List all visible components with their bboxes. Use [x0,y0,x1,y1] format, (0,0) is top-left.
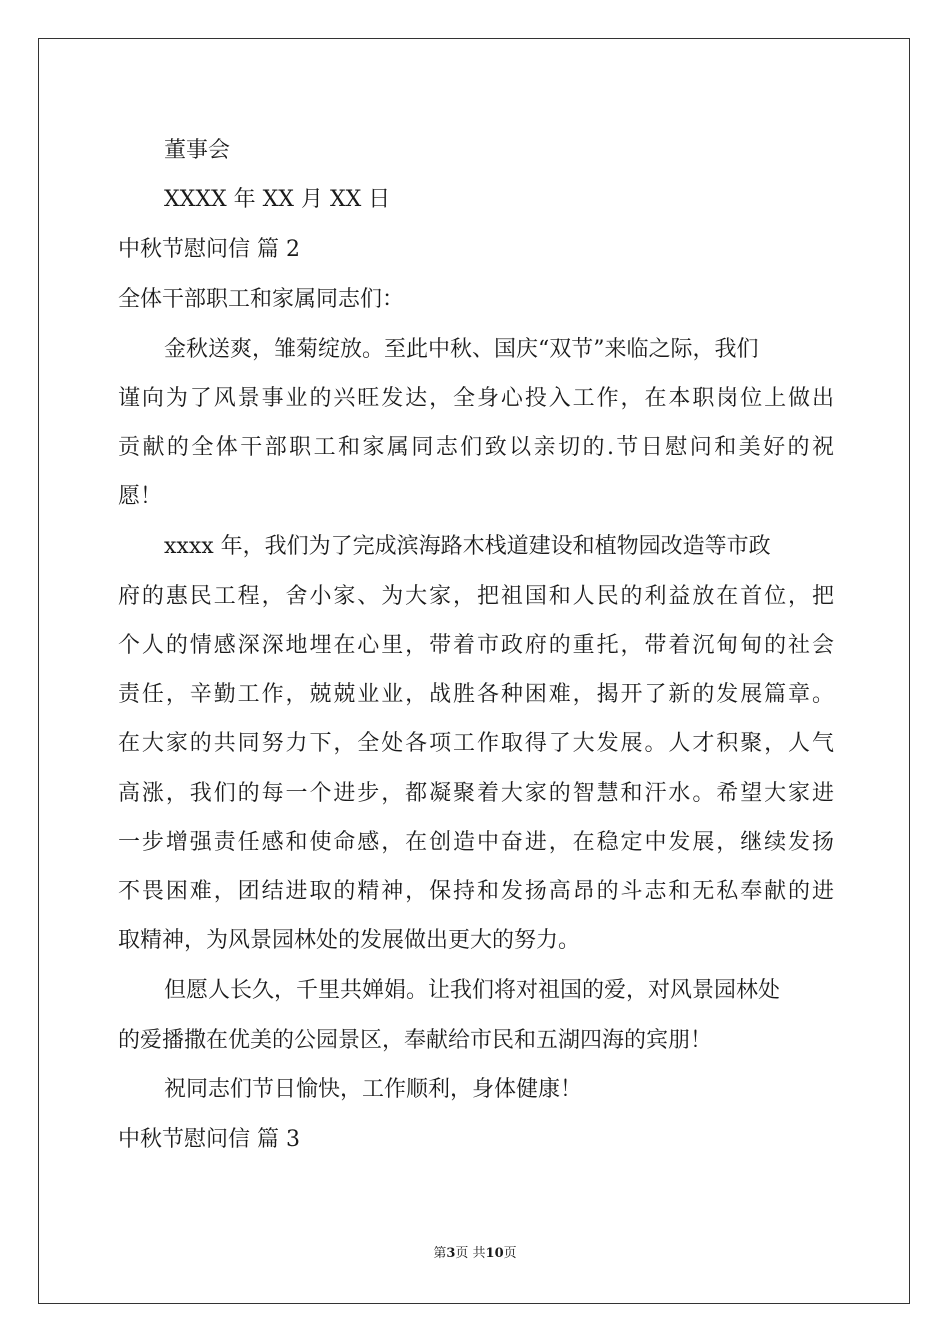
footer-text: 第 [433,1246,447,1261]
paragraph-line: 责任，辛勤工作，兢兢业业，战胜各种困难，揭开了新的发展篇章。 [118,682,834,707]
section-title: 中秋节慰问信 篇 3 [118,1127,300,1152]
paragraph-line: 祝同志们节日愉快，工作顺利，身体健康！ [164,1077,583,1102]
paragraph-line: 但愿人长久，千里共婵娟。让我们将对祖国的爱，对风景园林处 [164,978,781,1003]
total-pages-number: 10 [485,1246,504,1261]
paragraph-line: 愿！ [118,484,163,509]
paragraph-line: 府的惠民工程，舍小家、为大家，把祖国和人民的利益放在首位，把 [118,584,834,609]
signature-date: XXXX 年 XX 月 XX 日 [164,187,391,212]
paragraph-line: 一步增强责任感和使命感，在创造中奋进，在稳定中发展，继续发扬 [118,830,834,855]
signature-org: 董事会 [164,138,231,163]
current-page-number: 3 [446,1246,456,1261]
paragraph-line: 金秋送爽，雏菊绽放。至此中秋、国庆“双节”来临之际，我们 [164,337,759,362]
footer-text: 页 [503,1246,517,1261]
salutation: 全体干部职工和家属同志们： [118,287,405,312]
paragraph-line: 贡献的全体干部职工和家属同志们致以亲切的.节日慰问和美好的祝 [118,435,834,460]
paragraph-line: xxxx 年，我们为了完成滨海路木栈道建设和植物园改造等市政 [164,534,771,559]
section-title: 中秋节慰问信 篇 2 [118,237,300,262]
paragraph-line: 的爱播撒在优美的公园景区，奉献给市民和五湖四海的宾朋！ [118,1028,713,1053]
paragraph-line: 个人的情感深深地埋在心里，带着市政府的重托，带着沉甸甸的社会 [118,633,834,658]
paragraph-line: 谨向为了风景事业的兴旺发达，全身心投入工作，在本职岗位上做出 [118,386,834,411]
page-border [38,38,910,1304]
paragraph-line: 取精神，为风景园林处的发展做出更大的努力。 [118,928,581,953]
paragraph-line: 不畏困难，团结进取的精神，保持和发扬高昂的斗志和无私奉献的进 [118,879,834,904]
paragraph-line: 高涨，我们的每一个进步，都凝聚着大家的智慧和汗水。希望大家进 [118,781,834,806]
footer-text: 页 共 [455,1246,486,1261]
page-footer [0,1244,950,1264]
paragraph-line: 在大家的共同努力下，全处各项工作取得了大发展。人才积聚，人气 [118,731,834,756]
